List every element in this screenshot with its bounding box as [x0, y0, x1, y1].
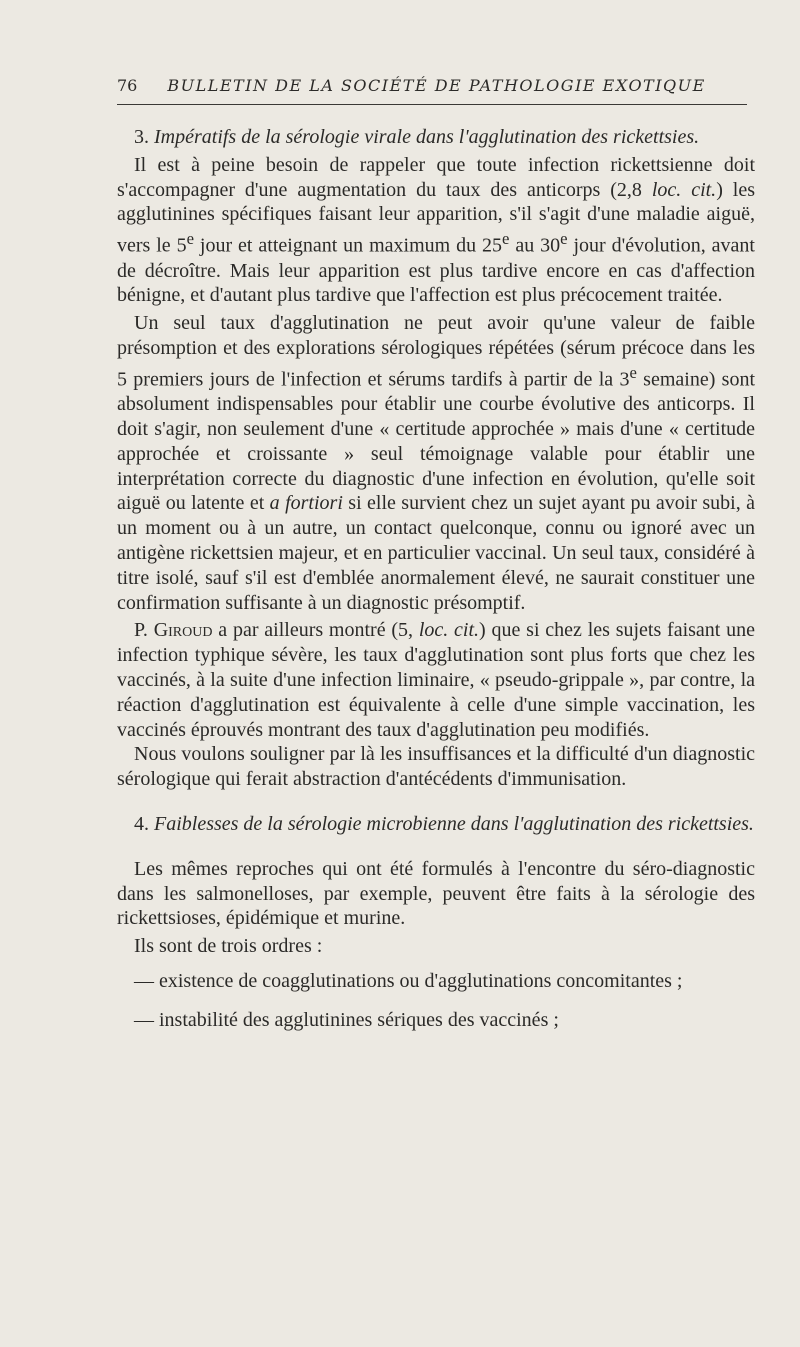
section-3-paragraph-1: Il est à peine besoin de rappeler que toute infection rickettsienne doit s'accompagner d'une augmentation du taux des anticorps (2,8 loc. cit.) les agglutinines spécifiques faisant leur apparition, s'il s'agit d'une maladie aiguë, vers le 5e jour et atteignant un maximum du 25e au 30e jour d'évolution, avant de décroître. Mais leur apparition est plus tardive encore en cas d'affection bénigne, et d'autant plus tardive que l'affection est plus précocement traitée. — [117, 153, 755, 307]
section-3-title: Impératifs de la sérologie virale dans l'agglutination des rickettsies. — [154, 126, 700, 148]
section-4-title: Faiblesses de la sérologie microbienne dans l'agglutination des rickettsies. — [154, 813, 754, 836]
running-header — [117, 76, 747, 95]
page-number: 76 — [117, 76, 138, 95]
section-3-paragraph-3: P. Giroud a par ailleurs montré (5, loc. cit.) que si chez les sujets faisant une infection typhique sévère, les taux d'agglutination sont plus forts que chez les vaccinés, à la suite d'une infection liminaire, « pseudo-grippale », par contre, la réaction d'agglutination est équivalente à celle d'une simple vaccination, les vaccinés éprouvés montrant des taux d'agglutination peu modifiés. — [117, 619, 756, 741]
section-4-paragraph-2: Ils sont de trois ordres : — [134, 935, 323, 958]
list-item: — existence de coagglutinations ou d'agglutinations concomitantes ; — [134, 970, 683, 993]
author-name: Giroud — [153, 619, 213, 642]
section-4-paragraph-1: Les mêmes reproches qui ont été formulés à l'encontre du séro-diagnostic dans les salmonelloses, par exemple, peuvent être faits à la sérologie des rickettsioses, épidémique et murine. — [117, 857, 755, 930]
section-3-heading: 3. Impératifs de la sérologie virale dans l'agglutination des rickettsies. — [134, 126, 700, 148]
section-3-paragraph-2: Un seul taux d'agglutination ne peut avoir qu'une valeur de faible présomption et des explorations sérologiques répétées (sérum précoce dans les 5 premiers jours de l'infection et sérums tardifs à partir de la 3e semaine) sont absolument indispensables pour établir une courbe évolutive des anticorps. Il doit s'agir, non seulement d'une « certitude approchée » mais d'une « certitude approchée et croissante » seul témoignage valable pour établir une interprétation correcte du diagnostic d'une infection en évolution, qu'elle soit aiguë ou latente et a fortiori si elle survient chez un sujet ayant pu avoir subi, à un moment ou à un autre, un contact quelconque, connu ou ignoré avec un antigène rickettsien majeur, et en particulier vaccinal. Un seul taux, considéré à titre isolé, sauf s'il est d'emblée anormalement élevé, ne saurait constituer une confirmation suffisante à un diagnostic présomptif. — [117, 312, 755, 614]
section-3-paragraph-4: Nous voulons souligner par là les insuffisances et la difficulté d'un diagnostic sérologique qui ferait abstraction d'antécédents d'immunisation. — [117, 743, 755, 791]
section-4-heading: 4. Faiblesses de la sérologie microbienne dans l'agglutination des rickettsies. — [134, 813, 754, 836]
journal-title: BULLETIN DE LA SOCIÉTÉ DE PATHOLOGIE EXOTIQUE — [167, 76, 706, 95]
header-rule — [117, 104, 747, 105]
article-body — [117, 125, 755, 1033]
list-item: — instabilité des agglutinines sériques des vaccinés ; — [134, 1008, 559, 1031]
